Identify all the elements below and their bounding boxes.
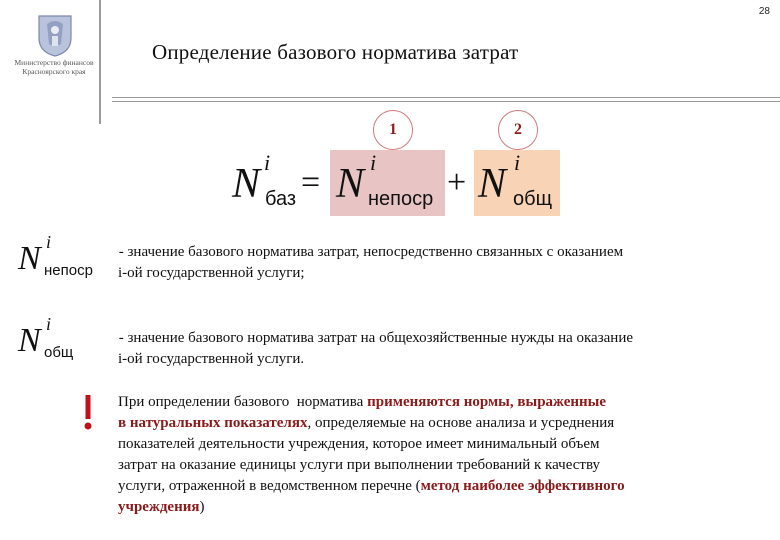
badge-1: 1: [373, 110, 413, 150]
def2-symbol-N: N: [18, 322, 41, 359]
ministry-line-1: Министерство финансов: [14, 58, 94, 67]
note-highlight-4: учреждения: [118, 499, 200, 515]
note-text-2: , определяемые на основе анализа и усреднения: [307, 415, 615, 431]
formula-term2-N: N: [478, 161, 507, 207]
emblem-icon: [35, 14, 75, 58]
def2-symbol-sub: общ: [44, 344, 74, 361]
note-line-4: затрат на оказание единицы услуги при выполнении требований к качеству: [118, 457, 601, 473]
formula-term2-sup: i: [514, 150, 521, 175]
note-text-6: ): [199, 499, 205, 515]
formula-term1-sub: непоср: [368, 188, 434, 210]
vertical-divider: [99, 0, 101, 124]
def1-symbol-N: N: [18, 240, 41, 277]
note-highlight-3: метод наиболее эффективного: [420, 478, 625, 494]
note-line-6: [118, 497, 758, 518]
formula-lhs-N: N: [232, 161, 261, 207]
page-number: 28: [758, 6, 770, 17]
page-title: Определение базового норматива затрат: [152, 40, 519, 64]
def1-text-line-1: - значение базового норматива затрат, непосредственно связанных с оказанием: [115, 244, 624, 260]
formula-term2-sub: общ: [513, 188, 553, 210]
note-text-1: При определении базового норматива: [118, 394, 368, 410]
formula-lhs-sup: i: [264, 150, 271, 175]
def1-symbol-sup: i: [46, 232, 52, 252]
ministry-line-2: Красноярского края: [22, 67, 86, 76]
note-paragraph: [118, 392, 758, 518]
badge-2: 2: [498, 110, 538, 150]
horizontal-divider-bottom: [112, 101, 780, 102]
def1-text-line-2: i-ой государственной услуги;: [118, 265, 305, 281]
def2-text-line-1: - значение базового норматива затрат на общехозяйственные нужды на оказание: [115, 330, 634, 346]
note-highlight-2: в натуральных показателях: [118, 415, 308, 431]
formula-term1-N: N: [336, 161, 365, 207]
def2-text-line-2: i-ой государственной услуги.: [118, 351, 305, 367]
formula-equals: =: [301, 164, 321, 201]
note-line-2: [118, 413, 758, 434]
note-line-3: показателей деятельности учреждения, которое имеет минимальный объем: [118, 436, 600, 452]
formula-plus: +: [447, 164, 467, 201]
def1-symbol-sub: непоср: [44, 262, 93, 279]
def2-symbol-sup: i: [46, 314, 52, 334]
horizontal-divider-top: [112, 97, 780, 98]
note-line-5: [118, 476, 758, 497]
note-highlight-1: применяются нормы, выраженные: [367, 394, 607, 410]
formula-term1-sup: i: [370, 150, 377, 175]
exclamation-icon: [83, 395, 93, 431]
note-text-5: услуги, отраженной в ведомственном перечне (: [118, 478, 421, 494]
ministry-caption: [8, 58, 100, 76]
note-line-1: [118, 392, 758, 413]
formula-lhs-sub: баз: [265, 188, 297, 210]
